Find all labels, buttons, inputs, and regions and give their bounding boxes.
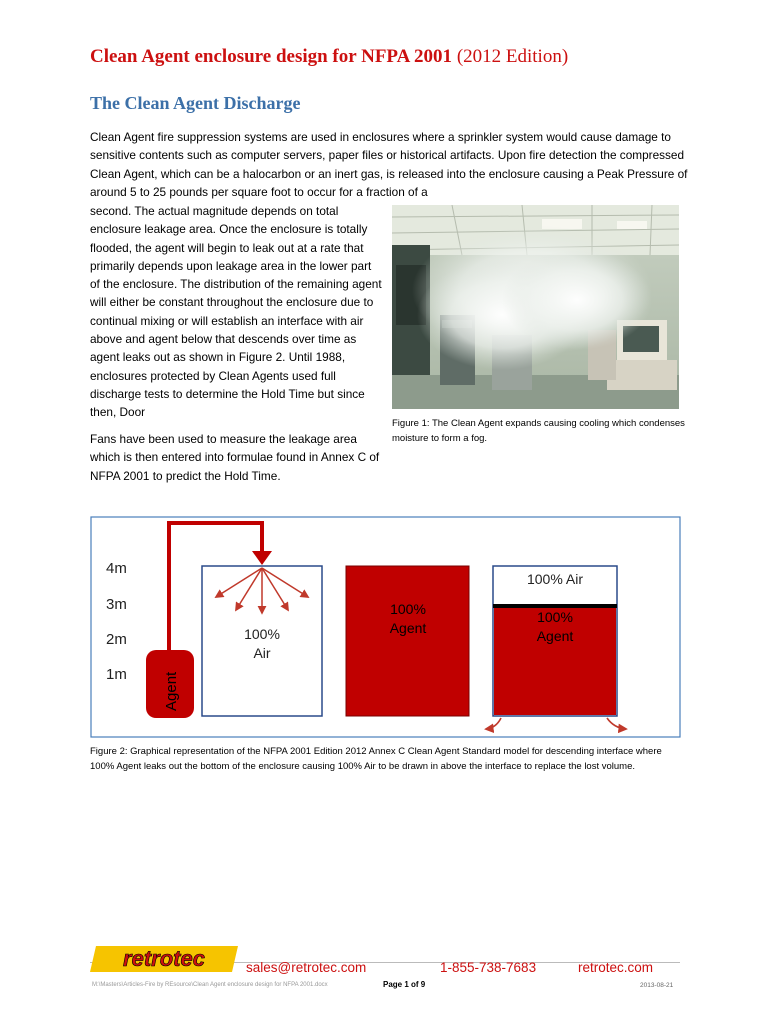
leak-arrow-right-icon: [607, 718, 626, 729]
intro-paragraph: Clean Agent fire suppression systems are used in enclosures where a sprinkler system would cause damage to sensitive contents such as computer servers, paper files or historical artifacts. Upon fire detection the compressed Clean Agent, which can be a halocarbon or an inert gas, is released into the enclosure causing a Peak Pressure of around 5 to 25 pounds per square foot to occur for a fraction of a: [90, 130, 688, 199]
figure-1-photo: [392, 205, 679, 409]
document-title: [90, 46, 568, 68]
cylinder-label: Agent: [163, 671, 180, 711]
footer-date: 2013-08-21: [640, 982, 674, 989]
section-heading: The Clean Agent Discharge: [90, 93, 301, 113]
leak-arrow-left-icon: [486, 718, 501, 729]
retrotec-logo-graphic: [90, 942, 238, 976]
box2-label-line1: 100%: [390, 601, 426, 617]
fog-room-image: [392, 205, 679, 409]
figure-2-diagram: [90, 515, 681, 739]
height-label-2m: 2m: [106, 631, 127, 648]
figure-1-caption: Figure 1: The Clean Agent expands causing cooling which condenses moisture to form a fog.: [392, 418, 685, 444]
enclosure-box-agent: [346, 566, 469, 716]
height-label-4m: 4m: [106, 560, 127, 577]
box3-agent-line1: 100%: [537, 609, 573, 625]
footer-website-link[interactable]: retrotec.com: [578, 960, 654, 975]
pipe-arrow-icon: [252, 551, 272, 565]
figure-2-caption: Figure 2: Graphical representation of the NFPA 2001 Edition 2012 Annex C Clean Agent Standard model for descending interface where 100% Agent leaks out the bottom of the enclosure causing 100% Air to be drawn in above the interface to replace the lost volume.: [90, 746, 662, 772]
footer-email-link[interactable]: sales@retrotec.com: [246, 960, 367, 975]
box1-label-line1: 100%: [244, 626, 280, 642]
height-label-3m: 3m: [106, 596, 127, 613]
left-column-paragraph-continued: Fans have been used to measure the leakage area which is then entered into formulae found in Annex C of NFPA 2001 to predict the Hold Time.: [90, 432, 380, 483]
box2-label-line2: Agent: [389, 620, 427, 636]
height-label-1m: 1m: [106, 666, 127, 683]
box3-agent-line2: Agent: [536, 628, 574, 644]
footer-phone: 1-855-738-7683: [440, 960, 537, 975]
retrotec-logo: [90, 942, 238, 976]
descending-interface-diagram: [90, 515, 681, 739]
title-main: Clean Agent enclosure design for NFPA 2001: [90, 46, 453, 67]
title-edition: (2012 Edition): [456, 46, 569, 67]
box1-label-line2: Air: [253, 645, 271, 661]
logo-text: retrotec: [123, 946, 205, 971]
left-column-paragraph: second. The actual magnitude depends on total enclosure leakage area. Once the enclosure is totally flooded, the agent will begin to leak out at a rate that primarily depends upon leakage area in the lower part of the enclosure. The distribution of the remaining agent will either be constant throughout the enclosure due to continual mixing or will establish an interface with air above and agent below that descends over time as agent leaks out as shown in Figure 2. Until 1988, enclosures protected by Clean Agents used full discharge tests to determine the Hold Time but since then, Door: [90, 204, 382, 420]
footer-page-number: Page 1 of 9: [383, 980, 426, 989]
footer-file-path: M:\Masters\Articles-Fire by REsource\Clean Agent enclosure design for NFPA 2001.docx: [92, 982, 328, 988]
box3-air-label: 100% Air: [526, 571, 584, 587]
